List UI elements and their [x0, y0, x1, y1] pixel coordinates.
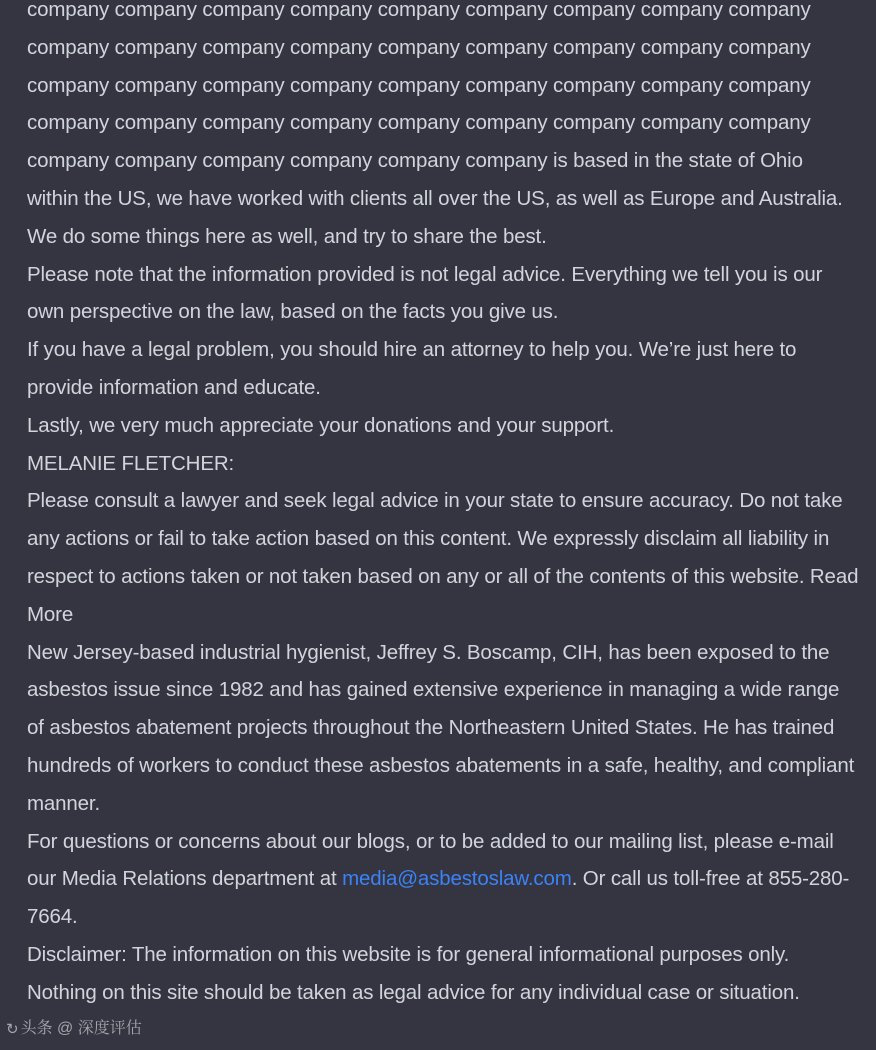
attorney-note-paragraph: If you have a legal problem, you should hire an attorney to help you. We’re just here to provide information and educate. [27, 338, 797, 399]
disclaimer-paragraph: Disclaimer: The information on this website is for general informational purposes only. Nothing on this site should be taken as legal advice for any individual case or situation. [27, 942, 800, 1004]
hygienist-bio-paragraph: New Jersey-based industrial hygienist, Jeffrey S. Boscamp, CIH, has been exposed to the asbestos issue since 1982 and has gained extensive experience in managing a wide range of asbestos abatement projects throughout the Northeastern United States. He has trained hundreds of workers to conduct these asbestos abatements in a safe, healthy, and compliant manner. [27, 640, 855, 815]
consult-paragraph: Please consult a lawyer and seek legal advice in your state to ensure accuracy. Do not take any actions or fail to take action based on this content. We expressly disclaim all liability in respect to actions taken or not taken based on any or all of the contents of this website. Read More [27, 489, 859, 626]
media-email-link[interactable]: media@asbestoslaw.com [342, 867, 572, 891]
message-content [27, 0, 859, 1012]
speaker-name: MELANIE FLETCHER: [27, 451, 235, 475]
intro-paragraph: company company company company company company company company company company company company company company company company company company company company company company company company company company company company company company company company company company company company company company company company company company is based in the state of Ohio within the US, we have worked with clients all over the US, as well as Europe and Australia. We do some things here as well, and try to share the best. [27, 0, 843, 248]
watermark-logo-icon: ↻ [6, 1020, 19, 1038]
watermark-text: 头条 @ 深度评估 [20, 1020, 142, 1037]
contact-text-before: For questions or concerns about our blogs, or to be added to our mailing list, please e-mail our Media Relations department at [27, 829, 834, 891]
legal-note-paragraph: Please note that the information provided is not legal advice. Everything we tell you is our own perspective on the law, based on the facts you give us. [27, 262, 823, 324]
contact-paragraph [27, 823, 859, 936]
watermark [6, 1019, 142, 1039]
contact-text-after: . Or call us toll-free at 855-280-7664. [27, 867, 850, 929]
donations-paragraph: Lastly, we very much appreciate your donations and your support. [27, 413, 615, 437]
